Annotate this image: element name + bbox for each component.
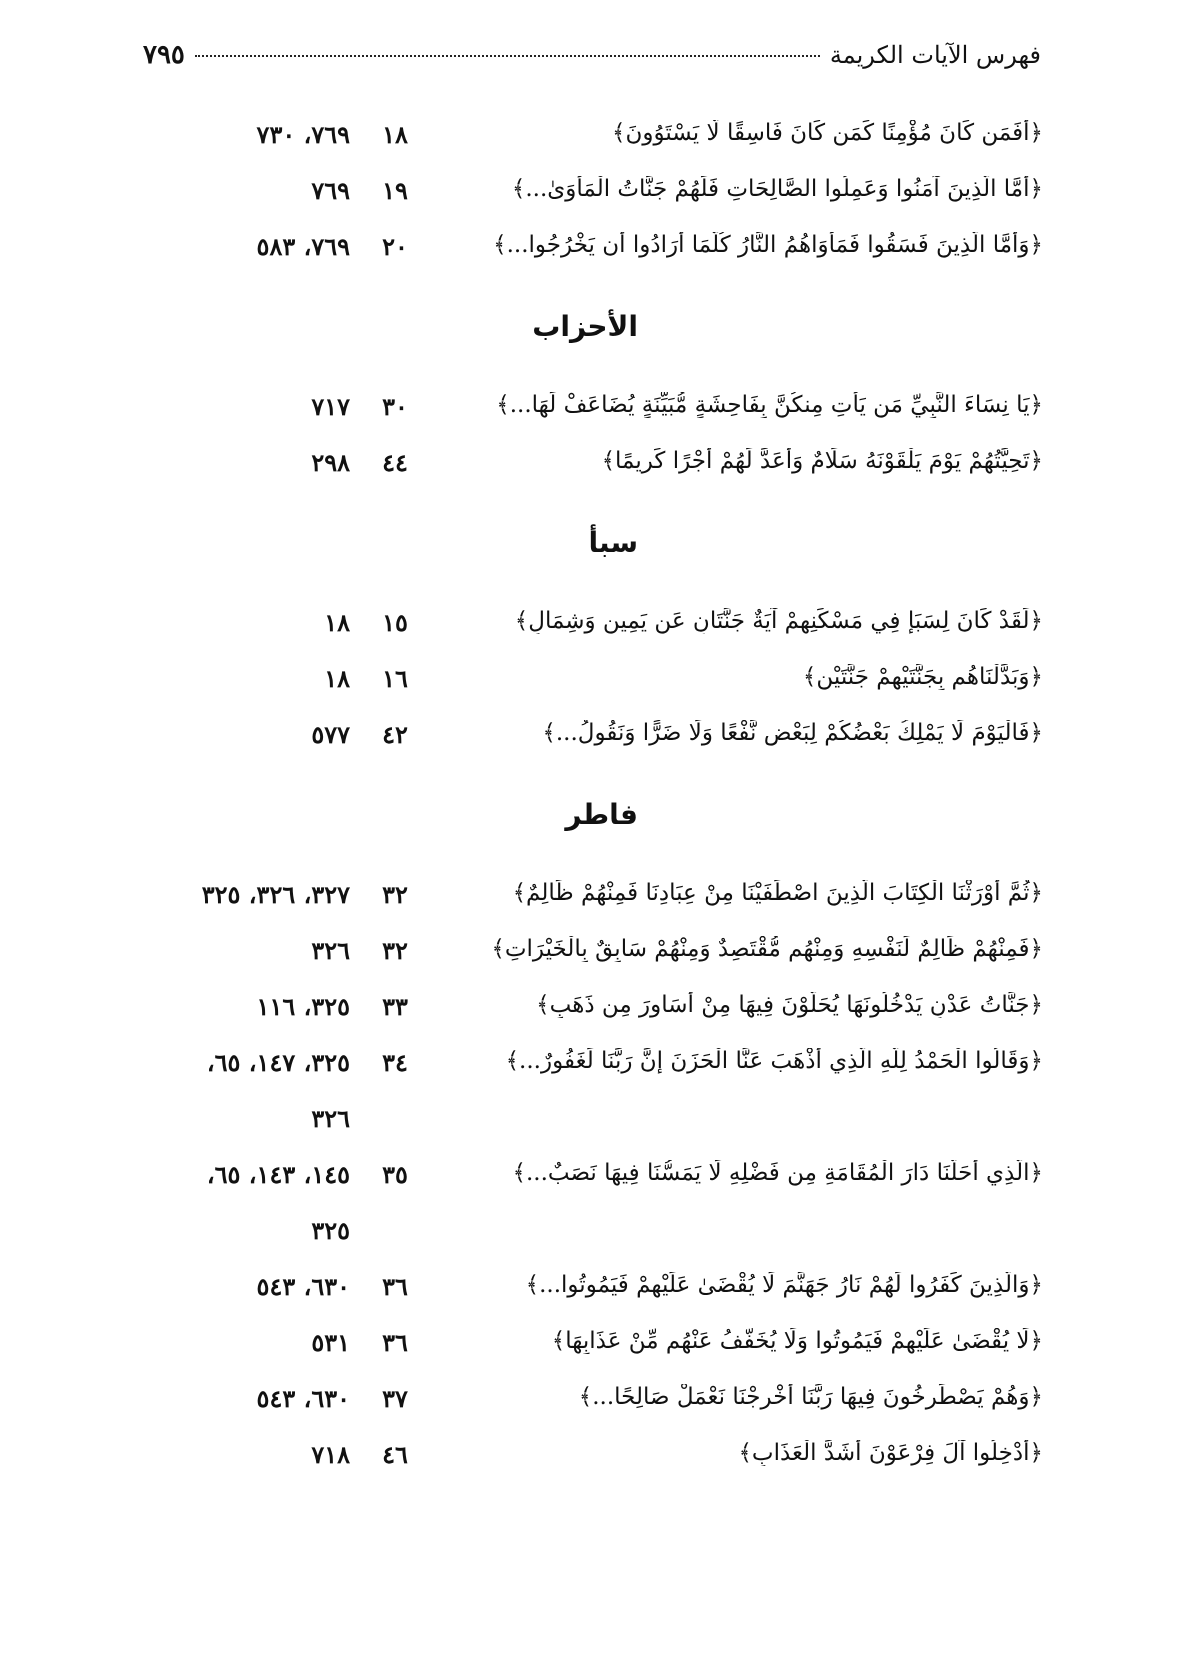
ayah-number: ٤٤ [382,448,408,477]
page-references: ٣٢٥، ١٤٧، ٦٥، [206,1048,350,1077]
ayah-text: ﴿فَالْيَوْمَ لَا يَمْلِكُ بَعْضُكُمْ لِبَعْضٍ نَّفْعًا وَلَا ضَرًّا وَنَقُولُ...﴾ [542,720,1043,746]
ayah-number: ٤٦ [382,1440,408,1469]
index-row [0,440,1183,496]
page-references-continued: ٣٢٦ [311,1104,350,1133]
index-row-continuation [0,1208,1183,1264]
surah-heading [0,496,1183,600]
page-references: ٣٢٦ [311,936,350,965]
index-row [0,112,1183,168]
index-row [0,1376,1183,1432]
ayah-number: ٣٧ [382,1384,408,1413]
surah-heading [0,768,1183,872]
page-references: ٧٦٩، ٧٣٠ [256,120,350,149]
ayah-text: ﴿لَقَدْ كَانَ لِسَبَإٍ فِي مَسْكَنِهِمْ آيَةٌ جَنَّتَانِ عَن يَمِينٍ وَشِمَالٍ﴾ [514,608,1043,634]
ayah-text: ﴿جَنَّاتُ عَدْنٍ يَدْخُلُونَهَا يُحَلَّوْنَ فِيهَا مِنْ أَسَاوِرَ مِن ذَهَبٍ﴾ [536,992,1043,1018]
index-row [0,1152,1183,1208]
ayah-number: ٣٤ [382,1048,408,1077]
ayah-number: ٤٢ [382,720,408,749]
index-content [0,112,1183,1488]
ayah-text: ﴿وَبَدَّلْنَاهُم بِجَنَّتَيْهِمْ جَنَّتَيْنِ﴾ [802,664,1043,690]
page-number: ٧٩٥ [143,40,185,70]
index-row [0,1320,1183,1376]
index-row [0,1432,1183,1488]
ayah-number: ٣٣ [382,992,408,1021]
header-dot-leader [195,55,820,57]
ayah-number: ١٦ [382,664,408,693]
surah-title: سبأ [588,526,638,559]
index-row [0,928,1183,984]
page-references: ٦٣٠، ٥٤٣ [256,1384,350,1413]
page-references: ٧١٨ [311,1440,350,1469]
index-row [0,712,1183,768]
page-header [143,40,1041,84]
ayah-text: ﴿الَّذِي أَحَلَّنَا دَارَ الْمُقَامَةِ مِن فَضْلِهِ لَا يَمَسُّنَا فِيهَا نَصَبٌ...﴾ [512,1160,1043,1186]
ayah-text: ﴿وَقَالُوا الْحَمْدُ لِلَّهِ الَّذِي أَذْهَبَ عَنَّا الْحَزَنَ إِنَّ رَبَّنَا لَغَفُورٌ...﴾ [505,1048,1043,1074]
page-references: ٥٧٧ [311,720,350,749]
ayah-number: ٣٥ [382,1160,408,1189]
ayah-number: ٣٢ [382,880,408,909]
page-references: ٥٣١ [311,1328,350,1357]
page-references: ١٤٥، ١٤٣، ٦٥، [206,1160,350,1189]
surah-title: فاطر [565,798,638,831]
index-row [0,384,1183,440]
index-row [0,224,1183,280]
ayah-text: ﴿أَفَمَن كَانَ مُؤْمِنًا كَمَن كَانَ فَاسِقًا لَّا يَسْتَوُونَ﴾ [611,120,1043,146]
ayah-text: ﴿لَا يُقْضَىٰ عَلَيْهِمْ فَيَمُوتُوا وَلَا يُخَفَّفُ عَنْهُم مِّنْ عَذَابِهَا﴾ [551,1328,1043,1354]
ayah-number: ٣٦ [382,1272,408,1301]
page-references: ١٨ [324,664,350,693]
index-row [0,872,1183,928]
ayah-number: ١٩ [382,176,408,205]
page-references: ٧١٧ [311,392,350,421]
page-references: ٣٢٥، ١١٦ [256,992,350,1021]
page-references: ٧٦٩، ٥٨٣ [256,232,350,261]
ayah-text: ﴿وَأَمَّا الَّذِينَ فَسَقُوا فَمَأْوَاهُمُ النَّارُ كُلَّمَا أَرَادُوا أَن يَخْرُجُوا...﴾ [493,232,1043,258]
surah-heading [0,280,1183,384]
ayah-number: ٣٠ [382,392,408,421]
ayah-text: ﴿وَالَّذِينَ كَفَرُوا لَهُمْ نَارُ جَهَنَّمَ لَا يُقْضَىٰ عَلَيْهِمْ فَيَمُوتُوا...﴾ [525,1272,1043,1298]
ayah-number: ٢٠ [382,232,408,261]
page-references: ٧٦٩ [311,176,350,205]
index-row [0,1264,1183,1320]
ayah-number: ٣٢ [382,936,408,965]
surah-title: الأحزاب [532,310,638,343]
ayah-text: ﴿وَهُمْ يَصْطَرِخُونَ فِيهَا رَبَّنَا أَخْرِجْنَا نَعْمَلْ صَالِحًا...﴾ [578,1384,1043,1410]
index-row [0,600,1183,656]
page-references: ٣٢٧، ٣٢٦، ٣٢٥ [201,880,350,909]
page-references: ٦٣٠، ٥٤٣ [256,1272,350,1301]
index-row [0,984,1183,1040]
ayah-text: ﴿تَحِيَّتُهُمْ يَوْمَ يَلْقَوْنَهُ سَلَامٌ وَأَعَدَّ لَهُمْ أَجْرًا كَرِيمًا﴾ [601,448,1043,474]
ayah-text: ﴿يَا نِسَاءَ النَّبِيِّ مَن يَأْتِ مِنكُنَّ بِفَاحِشَةٍ مُّبَيِّنَةٍ يُضَاعَفْ لَهَا...﴾ [496,392,1043,418]
ayah-number: ٣٦ [382,1328,408,1357]
index-row [0,656,1183,712]
ayah-text: ﴿أَدْخِلُوا آلَ فِرْعَوْنَ أَشَدَّ الْعَذَابِ﴾ [738,1440,1043,1466]
page-references: ٢٩٨ [311,448,350,477]
index-row [0,168,1183,224]
page-references-continued: ٣٢٥ [311,1216,350,1245]
ayah-text: ﴿ثُمَّ أَوْرَثْنَا الْكِتَابَ الَّذِينَ اصْطَفَيْنَا مِنْ عِبَادِنَا فَمِنْهُمْ ظَالِمٌ﴾ [512,880,1043,906]
index-row [0,1040,1183,1096]
ayah-text: ﴿فَمِنْهُمْ ظَالِمٌ لِّنَفْسِهِ وَمِنْهُم مُّقْتَصِدٌ وَمِنْهُمْ سَابِقٌ بِالْخَيْرَاتِ﴾ [491,936,1043,962]
header-title: فهرس الآيات الكريمة [829,41,1041,69]
ayah-text: ﴿أَمَّا الَّذِينَ آمَنُوا وَعَمِلُوا الصَّالِحَاتِ فَلَهُمْ جَنَّاتُ الْمَأْوَىٰ...﴾ [511,176,1043,202]
ayah-number: ١٨ [382,120,408,149]
index-row-continuation [0,1096,1183,1152]
ayah-number: ١٥ [382,608,408,637]
page-references: ١٨ [324,608,350,637]
